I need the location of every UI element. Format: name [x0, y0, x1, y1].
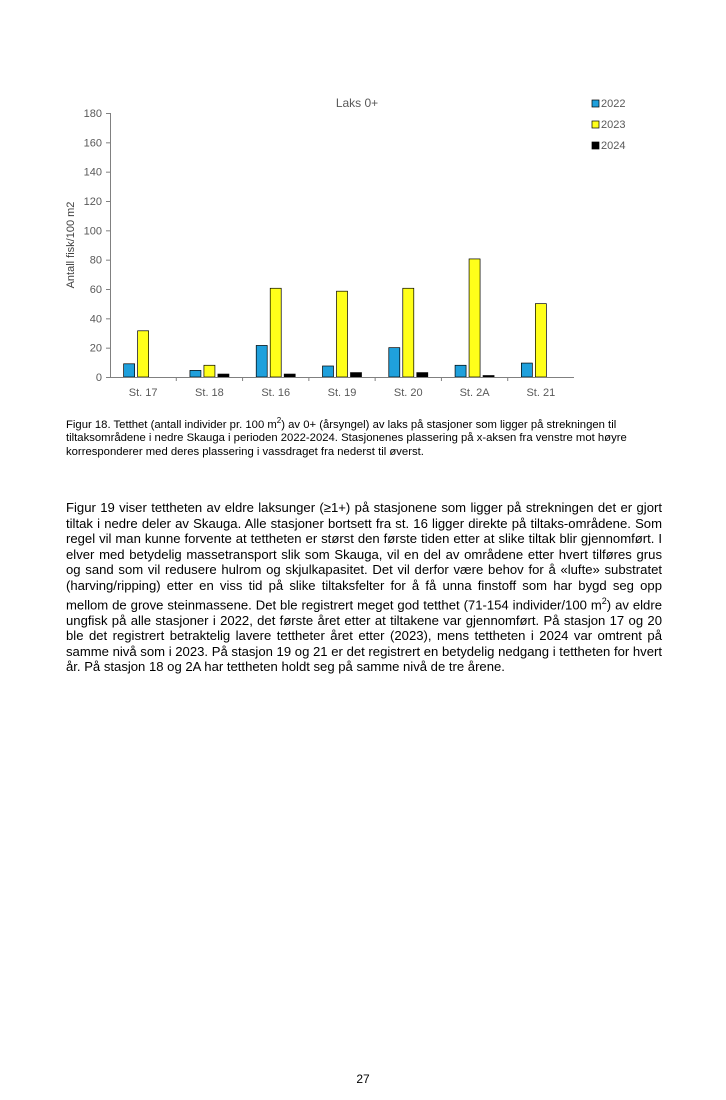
- bar-2023-st19: [337, 291, 348, 377]
- page-number: 27: [356, 1072, 370, 1086]
- y-tick-label: 20: [89, 342, 102, 355]
- y-tick-label: 100: [83, 225, 102, 238]
- legend-swatch-2022: [592, 100, 599, 107]
- legend-label: 2023: [601, 119, 626, 131]
- bar-2024-st18: [218, 374, 229, 377]
- figure-caption: Figur 18. Tetthet (antall individer pr. 100 $m^2$) av 0+ (årsyngel) av laks på stasjoner som ligger på strekningen til tiltaksområdene i nedre Skauga i perioden 2022-2024. Stasjonenes plassering på x-aksen fra venstre mot høyre korresponderer med deres plassering i vassdraget fra nederst til øverst.: [66, 416, 627, 458]
- bar-2023-st18: [204, 365, 215, 377]
- y-tick-label: 60: [89, 284, 102, 296]
- x-tick-label: St. 19: [327, 387, 357, 399]
- bar-2023-st20: [403, 288, 414, 377]
- y-tick-label: 40: [89, 313, 102, 326]
- y-tick-label: 160: [83, 137, 102, 150]
- bar-2023-st2a: [469, 259, 480, 377]
- bar-2024-st20: [417, 373, 428, 377]
- chart-title: Laks 0+: [335, 96, 379, 110]
- bar-2023-st17: [138, 331, 149, 377]
- y-tick-label: 140: [83, 166, 102, 179]
- legend-swatch-2024: [592, 142, 599, 149]
- body-paragraph: Figur 19 viser tettheten av eldre laksunger (≥1+) på stasjonene som ligger på strekningen det er gjort tiltak i nedre deler av Skauga. Alle stasjoner bortsett fra st. 16 ligger direkte på tiltaks-områdene. Som regel vil man kunne forvente at tettheten er størst den første tiden etter at slike tiltak blir gjennomført. I elver med betydelig massetransport slik som Skauga, vil en del av områdene etter hvert tilføres grus og sand som vil redusere hulrom og skjulkapasitet. Det vil derfor være behov for å «lufte» substratet (harving/ripping) etter en viss tid på slike tiltaksfelter for å få unna finstoff som har bygd seg opp mellom de grove steinmassene. Det ble registrert meget god tetthet (71-154 individer/100 $m^2$) av eldre ungfisk på alle stasjoner i 2022, det første året etter at tiltakene var gjennomført. På stasjon 17 og 20 ble det registrert betraktelig lavere tettheter året etter (2023), mens tettheten i 2024 var omtrent på samme nivå som i 2023. På stasjon 19 og 21 er det registrert en betydelig nedgang i tettheten for hvert år. På stasjon 18 og 2A har tettheten holdt seg på samme nivå de tre årene.: [66, 500, 662, 675]
- legend-label: 2022: [601, 98, 626, 110]
- bar-2024-st2a: [483, 376, 494, 377]
- x-tick-label: St. 16: [261, 387, 291, 399]
- bar-2023-st21: [535, 304, 546, 377]
- bar-2022-st16: [256, 345, 267, 377]
- y-tick-label: 80: [89, 254, 102, 267]
- y-tick-label: 120: [83, 196, 102, 208]
- x-tick-label: St. 21: [526, 387, 556, 399]
- bar-2022-st20: [389, 348, 400, 377]
- bar-2024-st16: [284, 374, 295, 377]
- legend-swatch-2023: [592, 121, 599, 128]
- x-tick-label: St. 2A: [459, 387, 490, 399]
- bar-2022-st2a: [455, 365, 466, 377]
- bar-chart: [0, 0, 726, 410]
- y-axis-label: Antall fisk/100 m2: [65, 201, 77, 289]
- x-tick-label: St. 17: [128, 387, 158, 399]
- y-tick-label: 180: [83, 108, 102, 120]
- bar-2022-st19: [323, 366, 334, 377]
- legend: [592, 98, 625, 152]
- x-tick-label: St. 20: [393, 387, 423, 399]
- bar-2022-st18: [190, 370, 201, 377]
- bar-2022-st17: [124, 364, 135, 377]
- bar-2022-st21: [521, 363, 532, 377]
- y-tick-label: 0: [95, 372, 102, 384]
- x-tick-label: St. 18: [195, 387, 224, 399]
- bar-2024-st19: [351, 373, 362, 377]
- legend-label: 2024: [601, 140, 626, 152]
- bar-2023-st16: [270, 288, 281, 377]
